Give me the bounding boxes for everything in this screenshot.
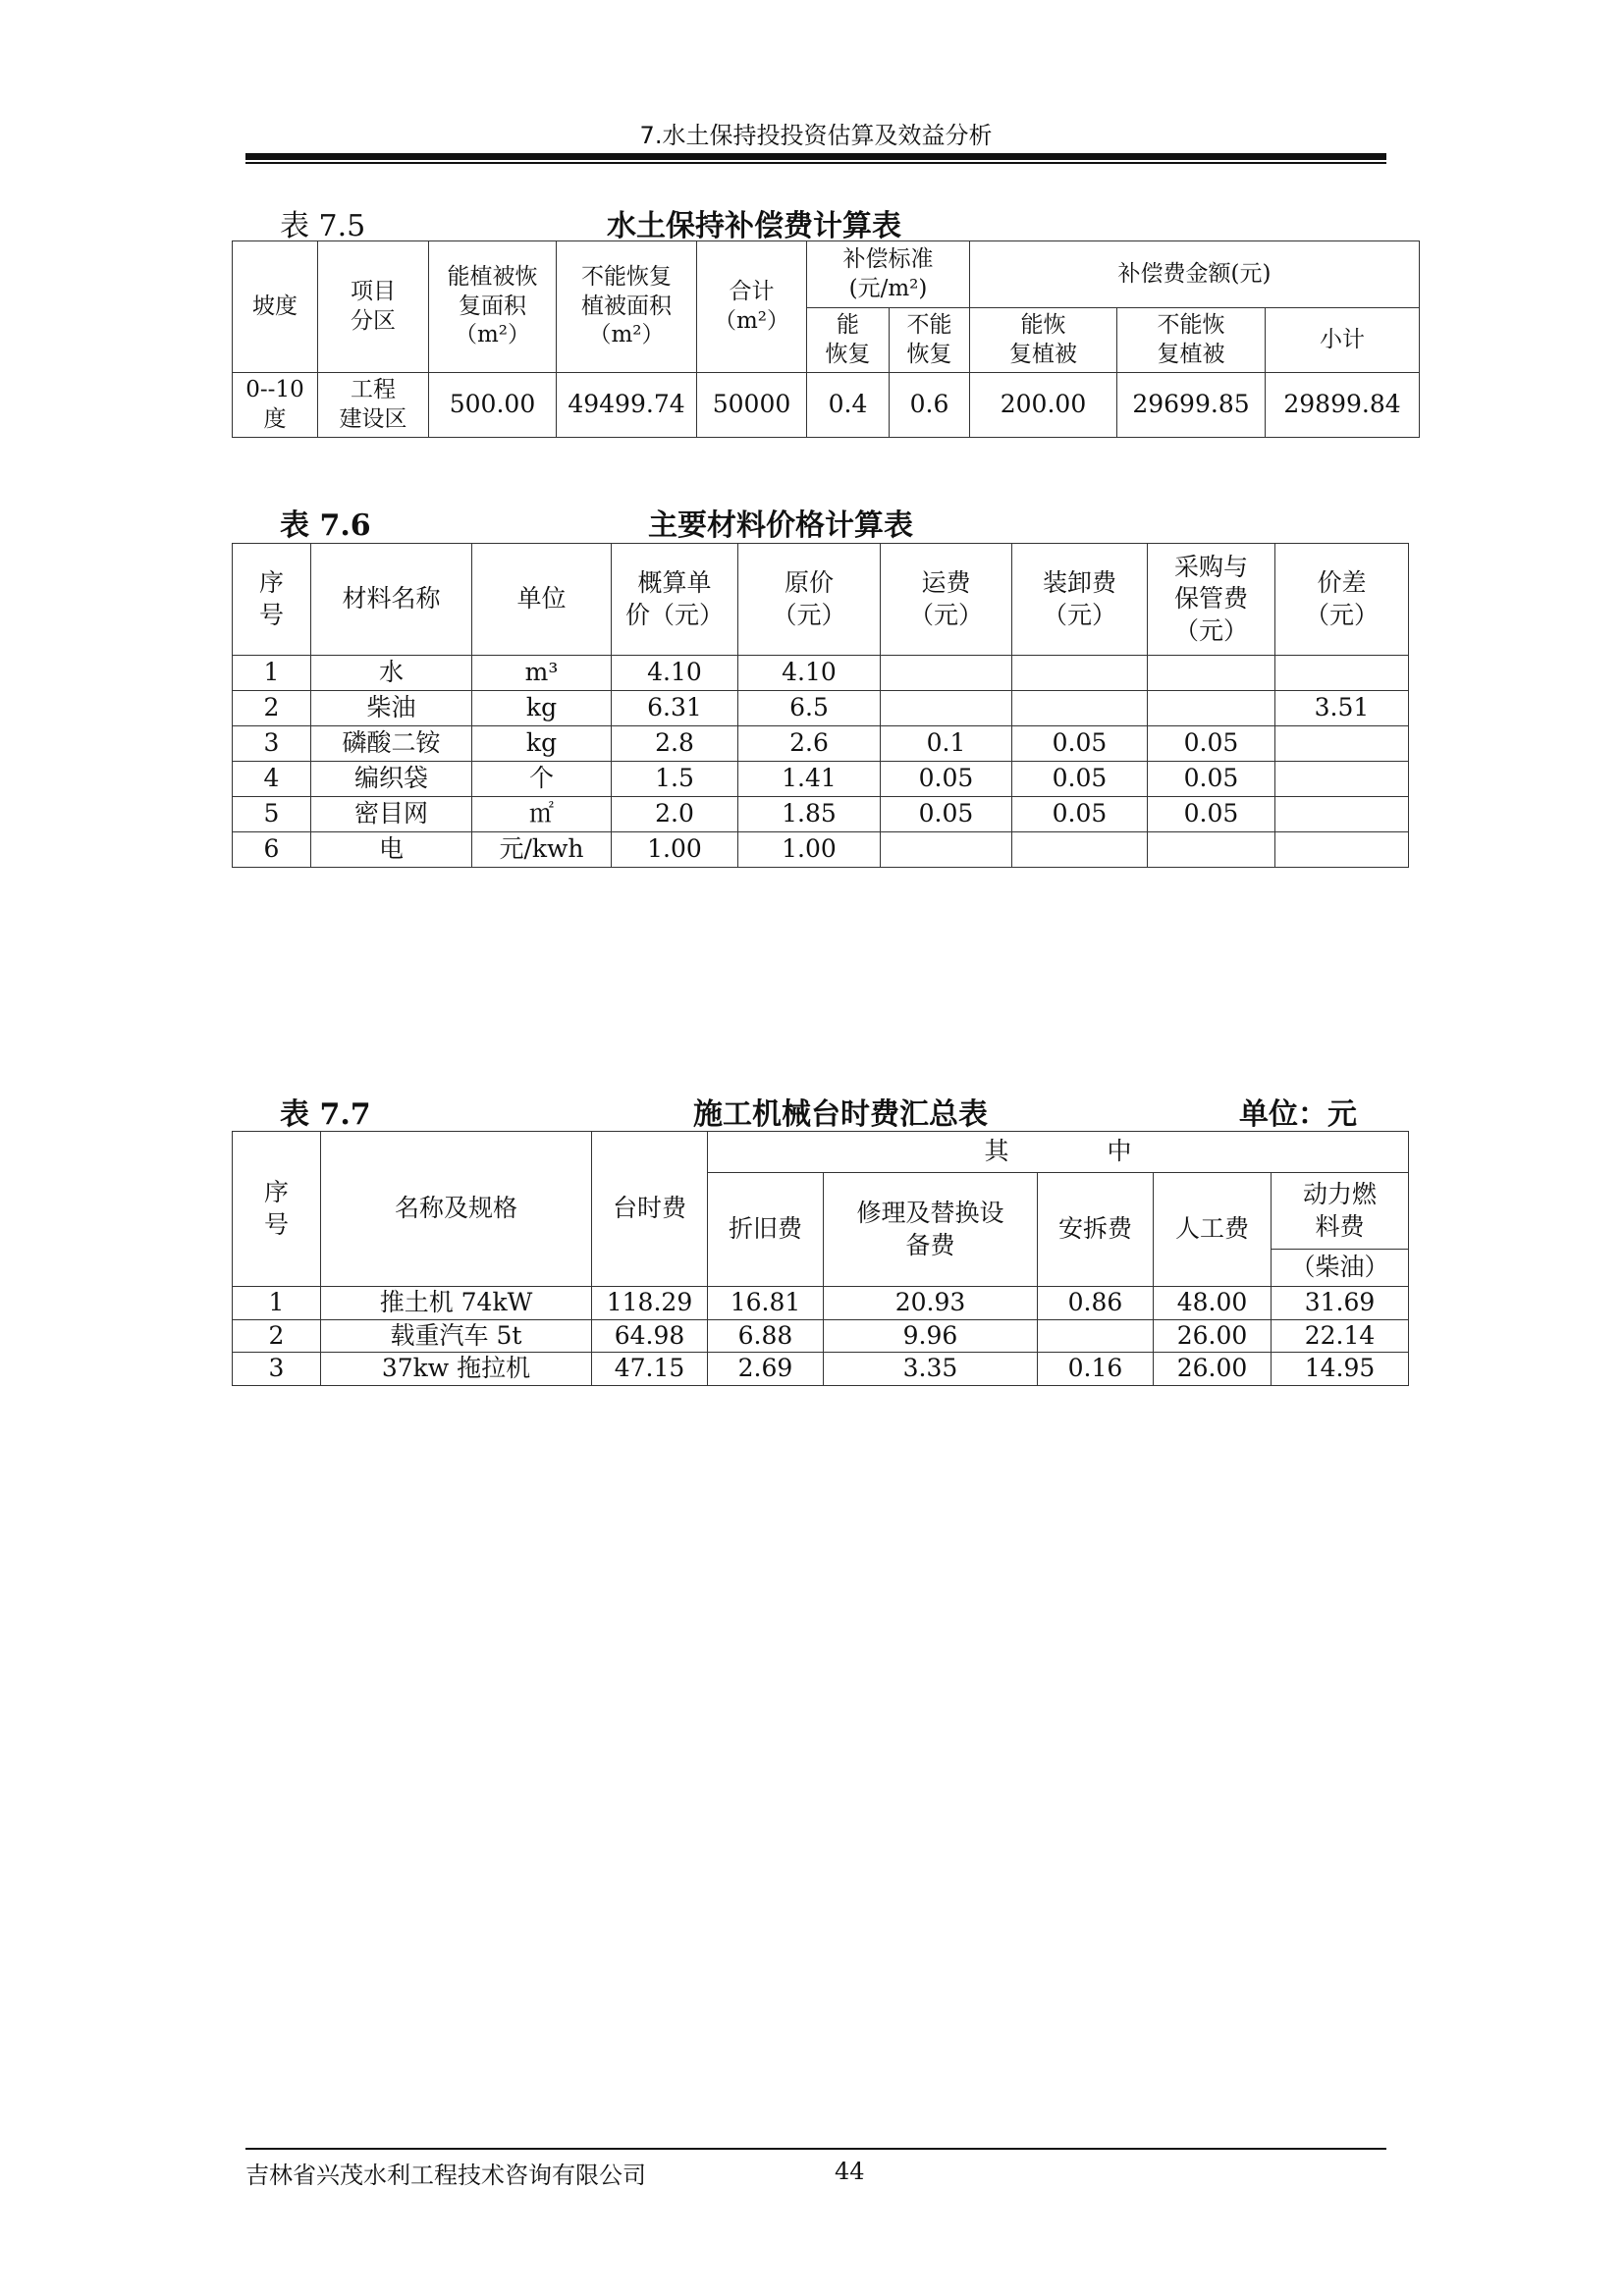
table-cell: 3 <box>233 1353 321 1386</box>
table-cell: 0.05 <box>881 797 1012 832</box>
table-cell <box>1275 726 1409 762</box>
table-row <box>233 1287 1409 1320</box>
table-7-5-label: 表 7.5 <box>280 209 366 243</box>
table-cell: 磷酸二铵 <box>311 726 472 762</box>
table-cell: 0.1 <box>881 726 1012 762</box>
t75-cell-restorable-area: 500.00 <box>429 373 557 438</box>
table-cell: 2.69 <box>708 1353 824 1386</box>
t75-header-slope: 坡度 <box>233 241 318 373</box>
table-cell <box>881 832 1012 868</box>
table-cell: 5 <box>233 797 311 832</box>
table-7-5-title: 水土保持补偿费计算表 <box>607 209 901 243</box>
t77-header-repair: 修理及替换设 备费 <box>824 1173 1038 1287</box>
t75-header-total: 合计 （m²） <box>697 241 807 373</box>
t75-header-subtotal: 小计 <box>1266 308 1420 373</box>
table-cell: 47.15 <box>592 1353 708 1386</box>
table-cell: 电 <box>311 832 472 868</box>
table-cell: 水 <box>311 656 472 691</box>
footer-rule <box>245 2148 1386 2150</box>
t75-cell-amt-restorable: 200.00 <box>970 373 1117 438</box>
t77-header-name: 名称及规格 <box>321 1132 592 1287</box>
header-rule-thick <box>245 153 1386 160</box>
table-cell: 0.05 <box>881 762 1012 797</box>
t77-body <box>233 1287 1409 1386</box>
table-cell: 1.00 <box>612 832 738 868</box>
t75-cell-std-restorable: 0.4 <box>807 373 890 438</box>
t76-header-original-price: 原价 （元） <box>738 544 881 656</box>
table-cell: 0.05 <box>1012 726 1148 762</box>
table-cell: 31.69 <box>1272 1287 1409 1320</box>
t75-cell-subtotal: 29899.84 <box>1266 373 1420 438</box>
table-cell: 3.51 <box>1275 691 1409 726</box>
page-header-title: 7.水土保持投投资估算及效益分析 <box>639 122 993 149</box>
table-cell <box>1275 832 1409 868</box>
table-7-7 <box>232 1131 1409 1386</box>
table-row <box>233 726 1409 762</box>
table-cell: 柴油 <box>311 691 472 726</box>
table-7-6 <box>232 543 1409 868</box>
table-cell: 0.05 <box>1012 797 1148 832</box>
table-cell: 0.05 <box>1148 726 1275 762</box>
t75-cell-slope: 0--10 度 <box>233 373 318 438</box>
table-cell: 2.0 <box>612 797 738 832</box>
table-cell <box>1012 691 1148 726</box>
table-cell: 1.85 <box>738 797 881 832</box>
t75-cell-zone: 工程 建设区 <box>318 373 429 438</box>
t76-body <box>233 656 1409 868</box>
t76-header-material: 材料名称 <box>311 544 472 656</box>
table-row <box>233 691 1409 726</box>
table-row <box>233 832 1409 868</box>
table-cell: 26.00 <box>1154 1353 1272 1386</box>
t75-header-std-restorable: 能 恢复 <box>807 308 890 373</box>
footer-company: 吉林省兴茂水利工程技术咨询有限公司 <box>245 2162 646 2189</box>
t76-header-unit: 单位 <box>472 544 612 656</box>
table-cell: 3 <box>233 726 311 762</box>
table-cell: m³ <box>472 656 612 691</box>
table-cell: 6.88 <box>708 1319 824 1353</box>
t77-header-no: 序 号 <box>233 1132 321 1287</box>
page-number: 44 <box>835 2158 865 2185</box>
table-cell: 0.05 <box>1148 762 1275 797</box>
table-7-7-label: 表 7.7 <box>280 1097 371 1132</box>
table-cell: 密目网 <box>311 797 472 832</box>
t77-header-labor: 人工费 <box>1154 1173 1272 1287</box>
table-row <box>233 762 1409 797</box>
t77-header-fuel-note: （柴油） <box>1272 1250 1409 1287</box>
t75-cell-amt-nonrestorable: 29699.85 <box>1117 373 1266 438</box>
table-row <box>233 373 1420 438</box>
table-cell: 2.8 <box>612 726 738 762</box>
table-cell: 20.93 <box>824 1287 1038 1320</box>
table-cell <box>1012 656 1148 691</box>
table-cell: 1 <box>233 656 311 691</box>
table-cell: 37kw 拖拉机 <box>321 1353 592 1386</box>
t75-header-amt-restorable: 能恢 复植被 <box>970 308 1117 373</box>
table-cell: kg <box>472 691 612 726</box>
table-cell: 1.41 <box>738 762 881 797</box>
table-cell: 16.81 <box>708 1287 824 1320</box>
table-cell: 6 <box>233 832 311 868</box>
table-cell: 4.10 <box>738 656 881 691</box>
table-cell: 64.98 <box>592 1319 708 1353</box>
table-cell: 1.00 <box>738 832 881 868</box>
t77-header-depreciation: 折旧费 <box>708 1173 824 1287</box>
table-cell <box>1275 762 1409 797</box>
t77-header-hourly: 台时费 <box>592 1132 708 1287</box>
table-cell <box>1275 797 1409 832</box>
table-cell: 14.95 <box>1272 1353 1409 1386</box>
table-cell: 推土机 74kW <box>321 1287 592 1320</box>
t76-header-price-diff: 价差 （元） <box>1275 544 1409 656</box>
t76-header-procurement: 采购与 保管费 （元） <box>1148 544 1275 656</box>
table-7-6-title: 主要材料价格计算表 <box>648 508 913 543</box>
t75-header-restorable-area: 能植被恢 复面积 （m²） <box>429 241 557 373</box>
table-cell: 22.14 <box>1272 1319 1409 1353</box>
table-row <box>233 656 1409 691</box>
table-7-7-unit: 单位：元 <box>1239 1097 1357 1132</box>
table-cell: 编织袋 <box>311 762 472 797</box>
table-cell: 0.86 <box>1038 1287 1154 1320</box>
table-cell <box>881 691 1012 726</box>
t76-header-budget-price: 概算单 价（元） <box>612 544 738 656</box>
table-cell: 0.05 <box>1012 762 1148 797</box>
table-cell: 3.35 <box>824 1353 1038 1386</box>
t75-header-standard: 补偿标准 (元/m²) <box>807 241 970 308</box>
table-cell: 元/kwh <box>472 832 612 868</box>
table-cell: 1 <box>233 1287 321 1320</box>
table-cell: 0.16 <box>1038 1353 1154 1386</box>
table-cell: 2.6 <box>738 726 881 762</box>
t75-header-std-nonrestorable: 不能 恢复 <box>890 308 970 373</box>
table-row <box>233 797 1409 832</box>
t76-header-no: 序 号 <box>233 544 311 656</box>
table-cell <box>881 656 1012 691</box>
header-rule-thin <box>245 162 1386 164</box>
table-cell: kg <box>472 726 612 762</box>
t75-header-nonrestorable-area: 不能恢复 植被面积 （m²） <box>557 241 697 373</box>
table-cell: 48.00 <box>1154 1287 1272 1320</box>
t75-header-amt-nonrestorable: 不能恢 复植被 <box>1117 308 1266 373</box>
t77-header-fuel: 动力燃 料费 <box>1272 1173 1409 1250</box>
t77-header-install: 安拆费 <box>1038 1173 1154 1287</box>
t75-cell-total: 50000 <box>697 373 807 438</box>
table-row <box>233 1319 1409 1353</box>
t77-header-group: 其 中 <box>708 1132 1409 1173</box>
table-7-7-title: 施工机械台时费汇总表 <box>693 1097 988 1132</box>
table-cell: 个 <box>472 762 612 797</box>
table-cell <box>1038 1319 1154 1353</box>
table-cell: 4.10 <box>612 656 738 691</box>
t75-header-amount: 补偿费金额(元) <box>970 241 1420 308</box>
table-cell: 1.5 <box>612 762 738 797</box>
t76-header-freight: 运费 （元） <box>881 544 1012 656</box>
t76-header-handling: 装卸费 （元） <box>1012 544 1148 656</box>
table-cell <box>1148 656 1275 691</box>
table-cell: 118.29 <box>592 1287 708 1320</box>
table-cell: 26.00 <box>1154 1319 1272 1353</box>
table-cell <box>1012 832 1148 868</box>
table-cell: 2 <box>233 1319 321 1353</box>
table-cell: 9.96 <box>824 1319 1038 1353</box>
table-cell <box>1148 691 1275 726</box>
table-cell: 6.5 <box>738 691 881 726</box>
table-cell <box>1275 656 1409 691</box>
table-cell: 4 <box>233 762 311 797</box>
table-7-6-label: 表 7.6 <box>280 508 371 543</box>
t75-cell-std-nonrestorable: 0.6 <box>890 373 970 438</box>
table-cell: 载重汽车 5t <box>321 1319 592 1353</box>
table-cell: ㎡ <box>472 797 612 832</box>
table-cell: 6.31 <box>612 691 738 726</box>
t75-header-zone: 项目 分区 <box>318 241 429 373</box>
table-row <box>233 1353 1409 1386</box>
t75-cell-nonrestorable-area: 49499.74 <box>557 373 697 438</box>
table-cell: 0.05 <box>1148 797 1275 832</box>
table-cell: 2 <box>233 691 311 726</box>
table-cell <box>1148 832 1275 868</box>
table-7-5 <box>232 240 1420 438</box>
